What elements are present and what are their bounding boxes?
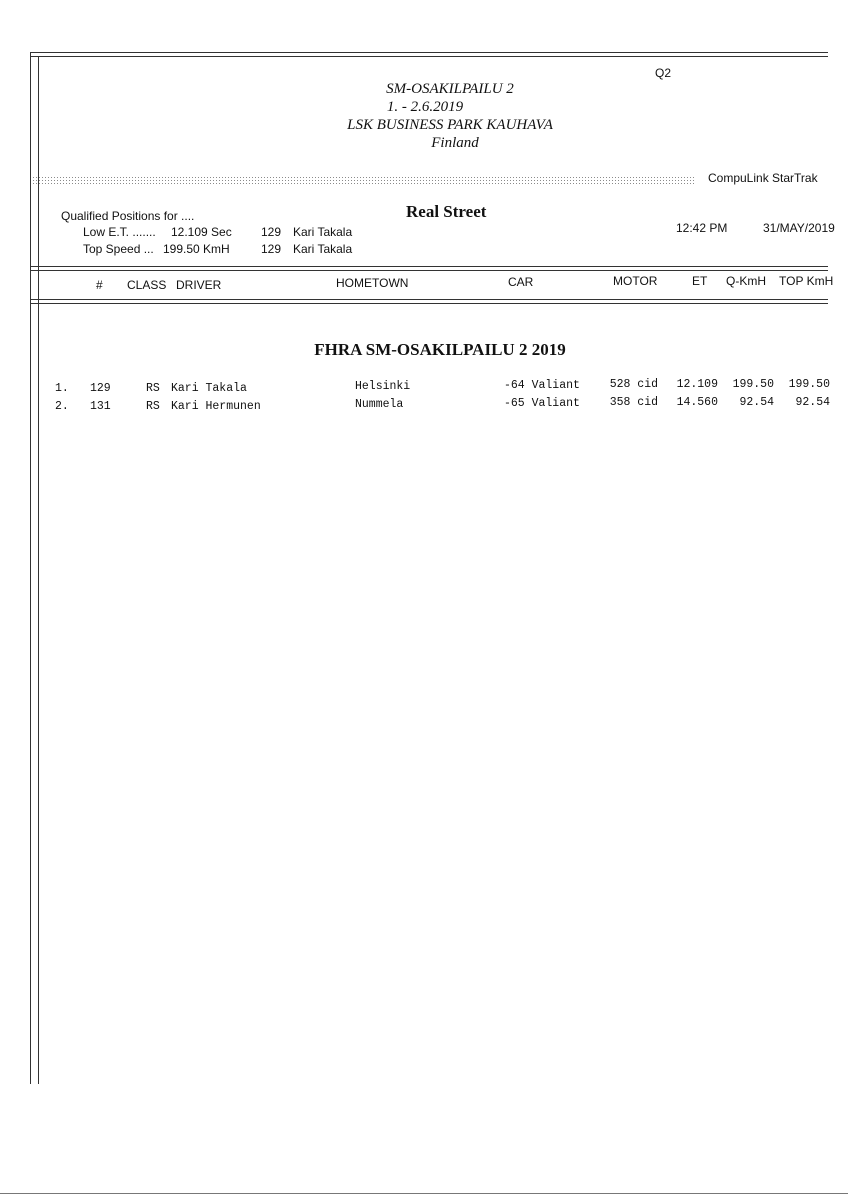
row-et: 14.560 <box>676 396 718 409</box>
col-et: ET <box>692 274 708 288</box>
low-et-value: 12.109 Sec <box>171 225 232 239</box>
bottom-rule <box>0 1193 848 1194</box>
top-rule <box>30 52 828 53</box>
event-country: Finland <box>431 135 479 151</box>
row-class: RS <box>146 400 160 413</box>
row-position: 1. <box>55 382 69 395</box>
col-num: # <box>96 278 103 292</box>
qualified-header: Qualified Positions for .... <box>61 209 195 223</box>
top-speed-label: Top Speed ... <box>83 242 154 256</box>
col-class: CLASS <box>127 278 167 292</box>
timing-system: CompuLink StarTrak <box>708 171 818 185</box>
col-car: CAR <box>508 275 534 289</box>
row-motor: 358 cid <box>609 396 658 409</box>
top-speed-driver: Kari Takala <box>293 242 353 256</box>
row-number: 129 <box>90 382 111 395</box>
col-qkmh: Q-KmH <box>726 274 766 288</box>
top-rule-2 <box>30 56 828 57</box>
row-topkmh: 199.50 <box>788 378 830 391</box>
low-et-label: Low E.T. ....... <box>83 225 156 239</box>
header-rule-top <box>30 266 828 267</box>
low-et-driver: Kari Takala <box>293 225 353 239</box>
event-code: Q2 <box>655 66 672 80</box>
top-speed-value: 199.50 KmH <box>163 242 230 256</box>
section-title: FHRA SM-OSAKILPAILU 2 2019 <box>314 340 566 359</box>
report-time: 12:42 PM <box>676 221 728 235</box>
class-title: Real Street <box>406 202 487 221</box>
event-dates: 1. - 2.6.2019 <box>386 99 464 115</box>
row-car: -64 Valiant <box>504 379 580 392</box>
row-et: 12.109 <box>676 378 718 391</box>
row-topkmh: 92.54 <box>795 396 830 409</box>
top-speed-number: 129 <box>261 242 282 256</box>
col-topkmh: TOP KmH <box>779 274 834 288</box>
left-border-inner <box>38 56 39 1084</box>
dotted-separator <box>32 176 696 186</box>
low-et-number: 129 <box>261 225 282 239</box>
report-date: 31/MAY/2019 <box>763 221 835 235</box>
col-motor: MOTOR <box>613 274 658 288</box>
row-hometown: Helsinki <box>355 380 411 393</box>
header-rule-bottom <box>30 299 828 300</box>
event-title: SM-OSAKILPAILU 2 <box>386 81 514 97</box>
row-qkmh: 199.50 <box>732 378 774 391</box>
row-car: -65 Valiant <box>504 397 580 410</box>
row-class: RS <box>146 382 160 395</box>
header-rule-bottom-2 <box>30 303 828 304</box>
left-border <box>30 52 31 1084</box>
col-driver: DRIVER <box>176 278 222 292</box>
event-venue: LSK BUSINESS PARK KAUHAVA <box>347 117 553 133</box>
col-hometown: HOMETOWN <box>336 276 409 290</box>
header-rule-top-2 <box>30 270 828 271</box>
row-number: 131 <box>90 400 111 413</box>
row-position: 2. <box>55 400 69 413</box>
row-driver: Kari Hermunen <box>171 400 261 413</box>
row-hometown: Nummela <box>355 398 404 411</box>
row-qkmh: 92.54 <box>739 396 774 409</box>
row-driver: Kari Takala <box>171 382 247 395</box>
row-motor: 528 cid <box>609 378 658 391</box>
